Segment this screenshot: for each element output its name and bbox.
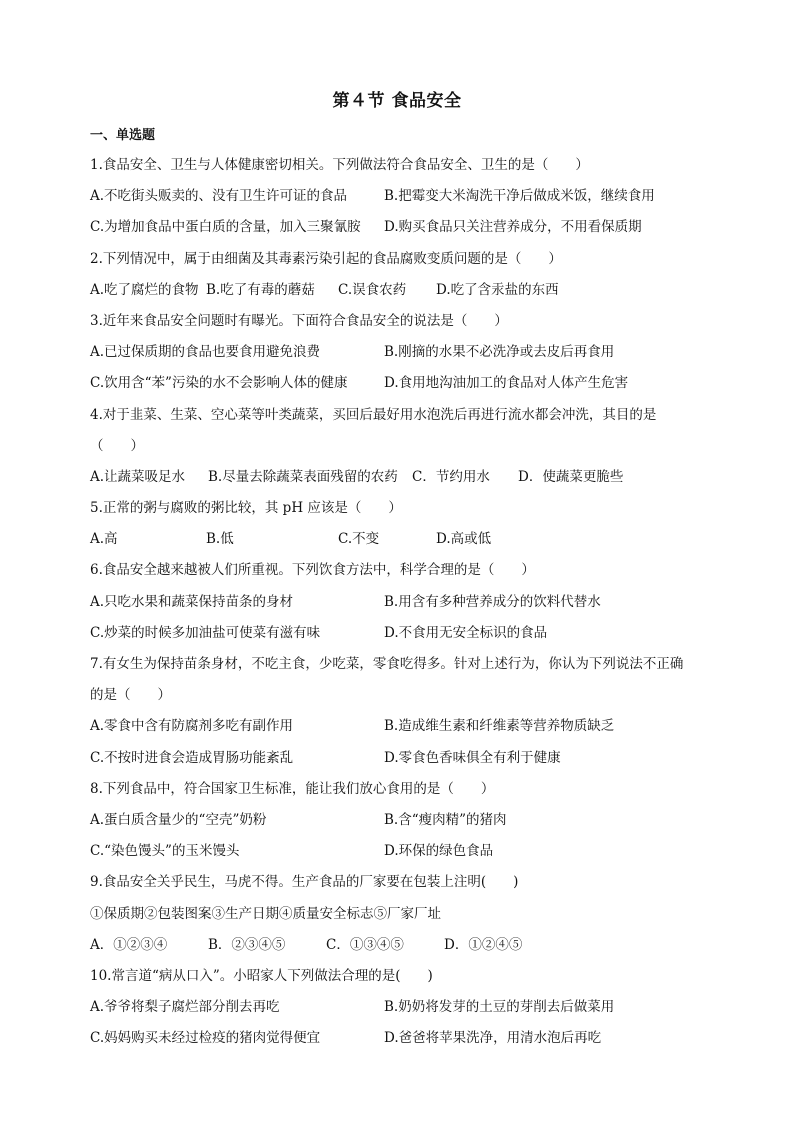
option-a: C.饮用含“苯”污染的水不会影响人体的健康 — [90, 375, 348, 392]
option-row — [90, 524, 730, 555]
question-stem: 2.下列情况中，属于由细菌及其毒素污染引起的食品腐败变质问题的是（ ） — [90, 250, 562, 267]
option-row — [90, 181, 730, 212]
question-stem: 10.常言道“病从口入”。小昭家人下列做法合理的是( ) — [90, 967, 433, 984]
option-row — [90, 992, 730, 1023]
question-stem: 8.下列食品中，符合国家卫生标准，能让我们放心食用的是（ ） — [90, 780, 495, 797]
option-row — [90, 618, 730, 649]
option-row — [90, 212, 730, 243]
page-title: 第４节 食品安全 — [332, 91, 462, 111]
option-row — [90, 368, 730, 399]
option-row — [90, 743, 730, 774]
option-row — [90, 337, 730, 368]
option-a: A.高 — [90, 531, 118, 548]
option-c: C.误食农药 — [338, 281, 407, 298]
option-b: B.造成维生素和纤维素等营养物质缺乏 — [384, 718, 615, 735]
option-row — [90, 275, 730, 306]
option-b: B．②③④⑤ — [208, 936, 286, 953]
option-a: C.“染色馒头”的玉米馒头 — [90, 843, 240, 860]
option-b: B.用含有多种营养成分的饮料代替水 — [384, 593, 601, 610]
option-b: B.吃了有毒的蘑菇 — [206, 281, 315, 298]
option-a: C.不按时进食会造成胃肠功能紊乱 — [90, 749, 294, 766]
question-stem: 7.有女生为保持苗条身材，不吃主食，少吃菜，零食吃得多。针对上述行为，你认为下列说法不正确 — [90, 656, 684, 672]
option-b: D.环保的绿色食品 — [384, 843, 494, 860]
question-stem: 5.正常的粥与腐败的粥比较，其 pH 应该是（ ） — [90, 500, 402, 517]
option-a: A．①②③④ — [90, 936, 168, 953]
option-a: A.让蔬菜吸足水 — [90, 468, 186, 485]
question-stem-continued: （ ） — [90, 437, 144, 454]
question-stem: 3.近年来食品安全问题时有曝光。下面符合食品安全的说法是（ ） — [90, 312, 508, 329]
option-row — [90, 836, 730, 867]
option-d: D.高或低 — [436, 531, 492, 548]
question-stem: 9.食品安全关乎民生，马虎不得。生产食品的厂家要在包装上注明( ) — [90, 874, 519, 891]
option-a: A.零食中含有防腐剂多吃有副作用 — [90, 718, 294, 735]
option-a: A.蛋白质含量少的“空壳”奶粉 — [90, 811, 267, 828]
option-d: D.吃了含汞盐的东西 — [436, 281, 559, 298]
option-a: A.爷爷将梨子腐烂部分削去再吃 — [90, 999, 280, 1016]
question-stem-continued: ①保质期②包装图案③生产日期④质量安全标志⑤厂家厂址 — [90, 905, 441, 922]
option-a: A.吃了腐烂的食物 — [90, 281, 199, 298]
option-d: D．使蔬菜更脆些 — [518, 468, 624, 485]
option-b: D.零食色香味俱全有利于健康 — [384, 749, 561, 766]
option-row — [90, 1023, 730, 1054]
option-row — [90, 930, 730, 961]
option-a: A.不吃街头贩卖的、没有卫生许可证的食品 — [90, 188, 348, 205]
question-stem: 1.食品安全、卫生与人体健康密切相关。下列做法符合食品安全、卫生的是（ ） — [90, 157, 589, 173]
option-c: C.不变 — [338, 531, 380, 548]
option-b: B.尽量去除蔬菜表面残留的农药 — [208, 468, 398, 485]
option-b: D.爸爸将苹果洗净，用清水泡后再吃 — [384, 1030, 602, 1047]
option-b: B.低 — [206, 531, 234, 548]
option-a: A.已过保质期的食品也要食用避免浪费 — [90, 344, 321, 361]
option-row — [90, 805, 730, 836]
option-row — [90, 711, 730, 742]
option-b: D.食用地沟油加工的食品对人体产生危害 — [384, 375, 629, 392]
option-b: D.不食用无安全标识的食品 — [384, 624, 548, 641]
option-a: A.只吃水果和蔬菜保持苗条的身材 — [90, 593, 294, 610]
option-a: C.为增加食品中蛋白质的含量，加入三聚氰胺 — [90, 219, 361, 236]
question-stem-continued: 的是（ ） — [90, 687, 171, 704]
question-list — [90, 150, 730, 1054]
question-stem: 4.对于韭菜、生菜、空心菜等叶类蔬菜，买回后最好用水泡洗后再进行流水都会冲洗，其目的是 — [90, 406, 657, 423]
section-heading: 一、单选题 — [90, 128, 156, 143]
option-a: C.炒菜的时候多加油盐可使菜有滋有味 — [90, 624, 321, 641]
option-b: B.含“瘦肉精”的猪肉 — [384, 811, 507, 828]
option-b: B.把霉变大米淘洗干净后做成米饭，继续食用 — [384, 188, 655, 205]
option-d: D．①②④⑤ — [444, 936, 523, 953]
option-c: C．节约用水 — [412, 468, 490, 485]
option-b: B.刚摘的水果不必洗净或去皮后再食用 — [384, 344, 615, 361]
question-stem: 6.食品安全越来越被人们所重视。下列饮食方法中，科学合理的是（ ） — [90, 562, 535, 579]
option-c: C．①③④⑤ — [326, 936, 404, 953]
option-row — [90, 587, 730, 618]
option-row — [90, 462, 730, 493]
option-a: C.妈妈购买未经过检疫的猪肉觉得便宜 — [90, 1030, 321, 1047]
option-b: B.奶奶将发芽的土豆的芽削去后做菜用 — [384, 999, 615, 1016]
option-b: D.购买食品只关注营养成分，不用看保质期 — [384, 219, 642, 236]
